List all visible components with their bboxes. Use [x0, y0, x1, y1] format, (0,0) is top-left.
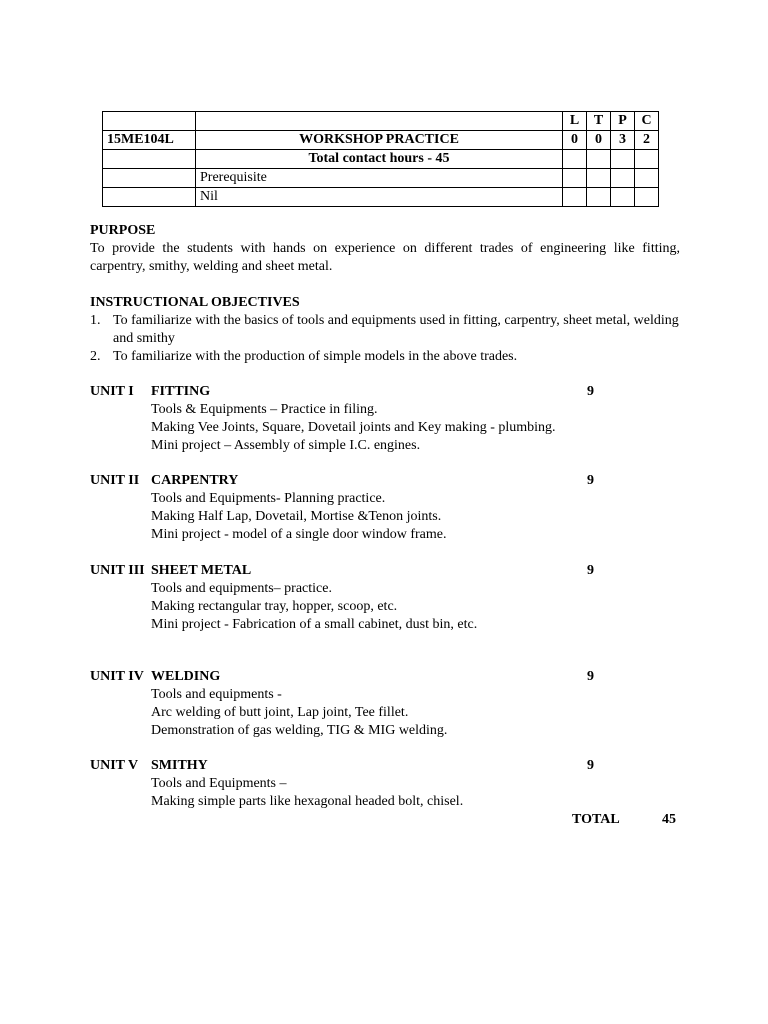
- ltpc-value-p: 3: [611, 131, 635, 150]
- unit-topic: Tools and Equipments –: [151, 776, 287, 791]
- objective-text: To familiarize with the production of simple models in the above trades.: [113, 349, 518, 364]
- unit-header: [90, 383, 690, 401]
- empty-cell: [611, 188, 635, 207]
- objectives-section: [90, 294, 680, 366]
- purpose-text: To provide the students with hands on experience on different trades of engineering like fitting, carpentry, smithy, welding and sheet metal.: [90, 241, 680, 274]
- course-title: WORKSHOP PRACTICE: [196, 131, 563, 150]
- prerequisite-value: Nil: [196, 188, 563, 207]
- empty-cell: [635, 150, 659, 169]
- empty-cell: [103, 169, 196, 188]
- unit-number: UNIT IV: [90, 669, 144, 684]
- unit-hours: 9: [587, 758, 594, 773]
- empty-cell: [563, 169, 587, 188]
- unit-topic: Tools and Equipments- Planning practice.: [151, 491, 386, 506]
- unit-block: [90, 383, 690, 455]
- unit-number: UNIT II: [90, 473, 140, 488]
- empty-cell: [103, 150, 196, 169]
- unit-name: FITTING: [151, 384, 211, 399]
- empty-cell: [587, 188, 611, 207]
- unit-number: UNIT V: [90, 758, 139, 773]
- empty-cell: [103, 188, 196, 207]
- unit-topic: Mini project - Fabrication of a small cabinet, dust bin, etc.: [151, 617, 478, 632]
- unit-name: SMITHY: [151, 758, 208, 773]
- objective-item: [90, 312, 680, 348]
- prerequisite-value-row: [103, 188, 659, 207]
- ltpc-value-t: 0: [587, 131, 611, 150]
- ltpc-header-p: P: [611, 112, 635, 131]
- empty-cell: [611, 150, 635, 169]
- unit-block: [90, 757, 690, 811]
- ltpc-header-t: T: [587, 112, 611, 131]
- unit-hours: 9: [587, 563, 594, 578]
- ltpc-value-c: 2: [635, 131, 659, 150]
- ltpc-header-l: L: [563, 112, 587, 131]
- unit-header: [90, 757, 690, 775]
- unit-name: WELDING: [151, 669, 221, 684]
- empty-cell: [587, 169, 611, 188]
- unit-topic: Making Half Lap, Dovetail, Mortise &Tenon joints.: [151, 509, 442, 524]
- total-label: TOTAL: [572, 812, 620, 827]
- unit-header: [90, 668, 690, 686]
- empty-cell: [196, 112, 563, 131]
- unit-hours: 9: [587, 473, 594, 488]
- course-title-row: [103, 131, 659, 150]
- prerequisite-label: Prerequisite: [196, 169, 563, 188]
- unit-topic: Tools and equipments– practice.: [151, 581, 332, 596]
- unit-topic: Making Vee Joints, Square, Dovetail joints and Key making - plumbing.: [151, 420, 556, 435]
- objective-item: [90, 348, 680, 366]
- unit-header: [90, 472, 690, 490]
- unit-topic: Mini project - model of a single door window frame.: [151, 527, 447, 542]
- ltpc-header-c: C: [635, 112, 659, 131]
- purpose-heading: PURPOSE: [90, 223, 156, 238]
- total-hours: 45: [662, 812, 676, 827]
- unit-hours: 9: [587, 384, 594, 399]
- unit-hours: 9: [587, 669, 594, 684]
- objective-number: 2.: [90, 349, 101, 364]
- ltpc-header-row: [103, 112, 659, 131]
- unit-topic: Demonstration of gas welding, TIG & MIG welding.: [151, 723, 448, 738]
- unit-block: [90, 668, 690, 740]
- objective-text: To familiarize with the basics of tools and equipments used in fitting, carpentry, sheet metal, welding and smithy: [113, 313, 679, 346]
- unit-name: SHEET METAL: [151, 563, 252, 578]
- unit-number: UNIT I: [90, 384, 134, 399]
- unit-block: [90, 562, 690, 634]
- unit-topic: Tools and equipments -: [151, 687, 282, 702]
- empty-cell: [635, 188, 659, 207]
- empty-cell: [563, 188, 587, 207]
- course-header-table: [102, 111, 659, 207]
- purpose-section: [90, 222, 680, 276]
- objective-number: 1.: [90, 313, 101, 328]
- unit-topic: Making rectangular tray, hopper, scoop, etc.: [151, 599, 398, 614]
- ltpc-value-l: 0: [563, 131, 587, 150]
- unit-topic: Tools & Equipments – Practice in filing.: [151, 402, 378, 417]
- unit-topic: Mini project – Assembly of simple I.C. engines.: [151, 438, 421, 453]
- unit-topic: Arc welding of butt joint, Lap joint, Tee fillet.: [151, 705, 409, 720]
- unit-header: [90, 562, 690, 580]
- empty-cell: [611, 169, 635, 188]
- unit-number: UNIT III: [90, 563, 145, 578]
- unit-topic: Making simple parts like hexagonal headed bolt, chisel.: [151, 794, 464, 809]
- course-code: 15ME104L: [103, 131, 196, 150]
- empty-cell: [635, 169, 659, 188]
- empty-cell: [563, 150, 587, 169]
- unit-name: CARPENTRY: [151, 473, 239, 488]
- prerequisite-row: [103, 169, 659, 188]
- empty-cell: [587, 150, 611, 169]
- objectives-heading: INSTRUCTIONAL OBJECTIVES: [90, 295, 300, 310]
- empty-cell: [103, 112, 196, 131]
- unit-block: [90, 472, 690, 544]
- contact-hours: Total contact hours - 45: [196, 150, 563, 169]
- contact-hours-row: [103, 150, 659, 169]
